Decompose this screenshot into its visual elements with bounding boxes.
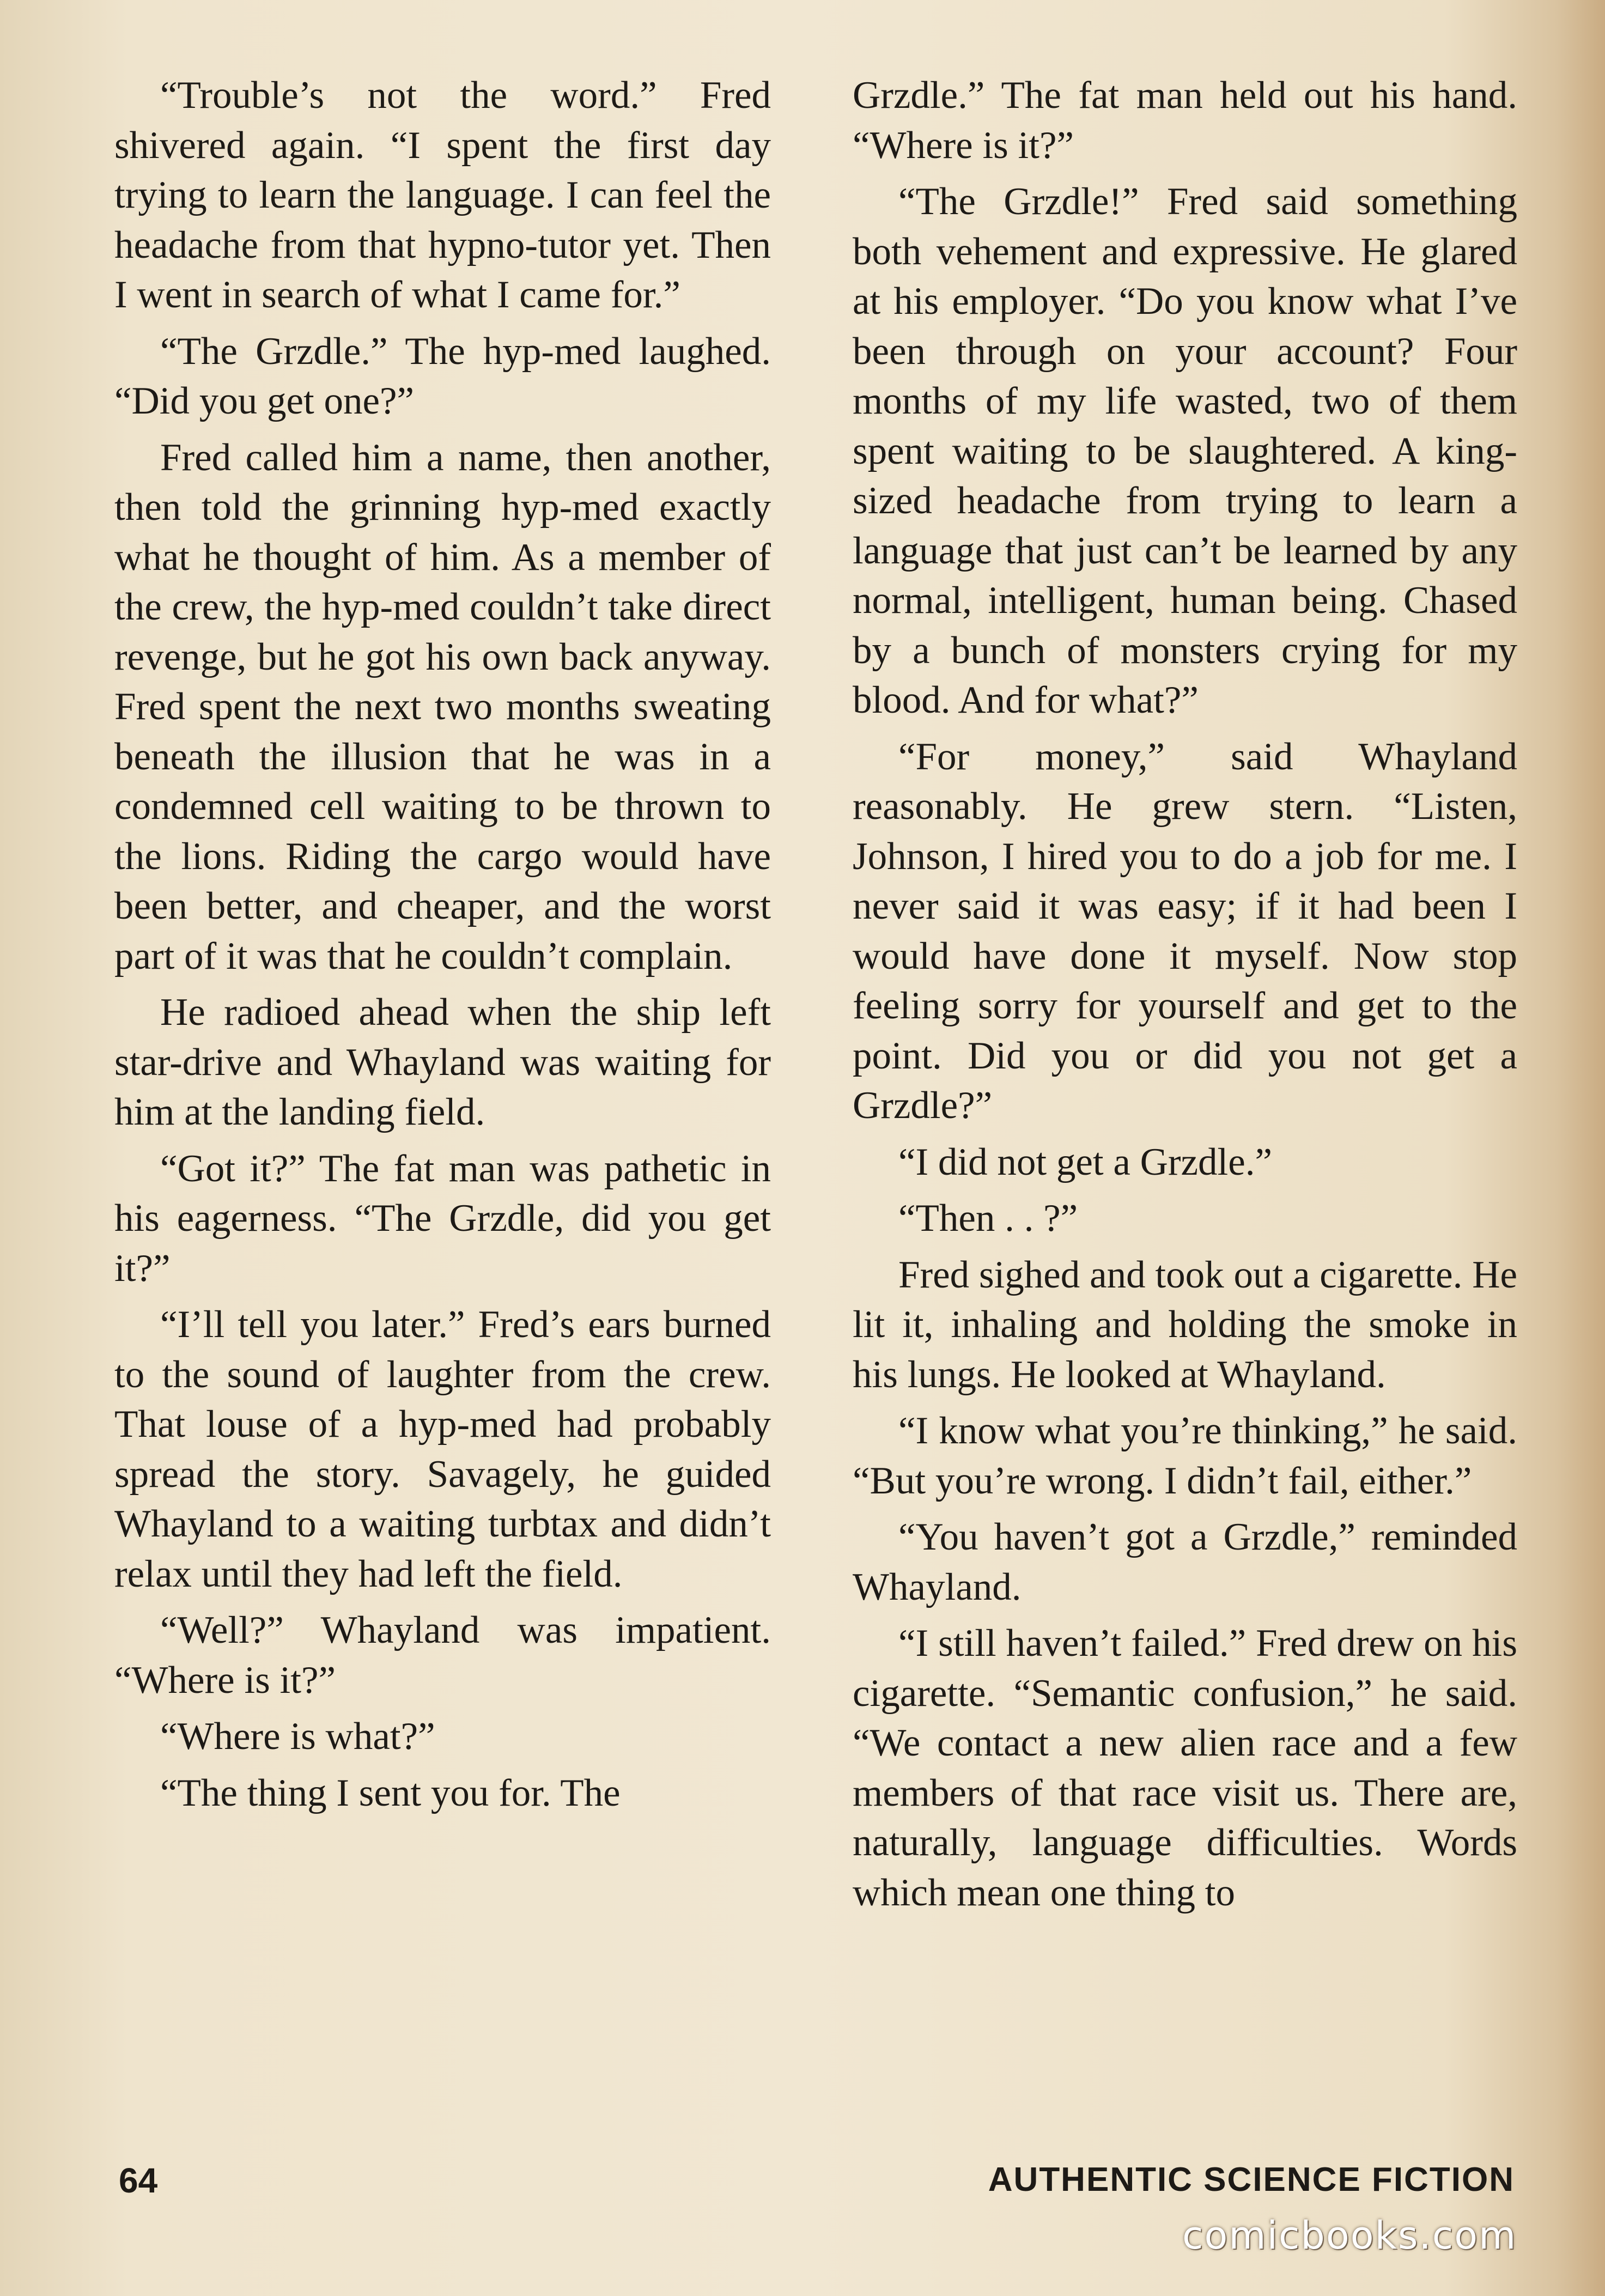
paragraph: “I know what you’re thinking,” he said. “But you’re wrong. I didn’t fail, either.” [853,1410,1517,1502]
paragraph: “Where is what?” [160,1715,435,1758]
paragraph: “I still haven’t failed.” Fred drew on his cigarette. “Semantic confusion,” he said. “We contact a new alien race and a few members of that race visit us. There are, naturally, language difficulties. Words which mean one thing to [853,1622,1517,1914]
paragraph: “For money,” said Whayland reasonably. He grew stern. “Listen, Johnson, I hired you to do a job for me. I never said it was easy; if it had been I would have done it myself. Now stop feeling sorry for yourself and get to the point. Did you or did you not get a Grzdle?” [853,735,1517,1127]
page-number: 64 [119,2161,158,2200]
paragraph: “The thing I sent you for. The [160,1771,621,1814]
right-text-column [853,71,1517,1924]
paragraph: “Trouble’s not the word.” Fred shivered again. “I spent the first day trying to learn the language. I can feel the headache from that hypno-tutor yet. Then I went in search of what I came for.” [114,74,771,316]
watermark: comicbooks.com [1182,2213,1517,2258]
paragraph: “You haven’t got a Grzdle,” reminded Whayland. [853,1516,1517,1608]
paragraph: “I did not get a Grzdle.” [898,1140,1273,1183]
paragraph: “Got it?” The fat man was pathetic in his eagerness. “The Grzdle, did you get it?” [114,1147,771,1290]
left-text-column [114,71,771,1825]
paragraph: “Well?” Whayland was impatient. “Where is it?” [114,1609,771,1702]
paragraph: Fred called him a name, then another, then told the grinning hyp-med exactly what he thought of him. As a member of the crew, the hyp-med couldn’t take direct revenge, but he got his own back anyway. Fred spent the next two months sweating beneath the illusion that he was in a condemned cell waiting to be thrown to the lions. Riding the cargo would have been better, and cheaper, and the worst part of it was that he couldn’t complain. [114,436,771,977]
paragraph: He radioed ahead when the ship left star-drive and Whayland was waiting for him at the landing field. [114,991,771,1133]
paragraph: “The Grzdle.” The hyp-med laughed. “Did you get one?” [114,330,771,422]
continued-paragraph: Grzdle.” The fat man held out his hand. “Where is it?” [853,74,1517,167]
magazine-title: AUTHENTIC SCIENCE FICTION [988,2161,1515,2198]
paragraph: “The Grzdle!” Fred said something both vehement and expressive. He glared at his employer. “Do you know what I’ve been through on your account? Four months of my life wasted, two of them spent waiting to be slaughtered. A king-sized headache from trying to learn a language that just can’t be learned by any normal, intelligent, human being. Chased by a bunch of monsters crying for my blood. And for what?” [853,180,1517,721]
paragraph: “I’ll tell you later.” Fred’s ears burned to the sound of laughter from the crew. That louse of a hyp-med had probably spread the story. Savagely, he guided Whayland to a waiting turbtax and didn’t relax until they had left the field. [114,1303,771,1595]
paragraph: Fred sighed and took out a cigarette. He lit it, inhaling and holding the smoke in his lungs. He looked at Whayland. [853,1253,1517,1396]
paragraph: “Then . . ?” [898,1197,1078,1240]
